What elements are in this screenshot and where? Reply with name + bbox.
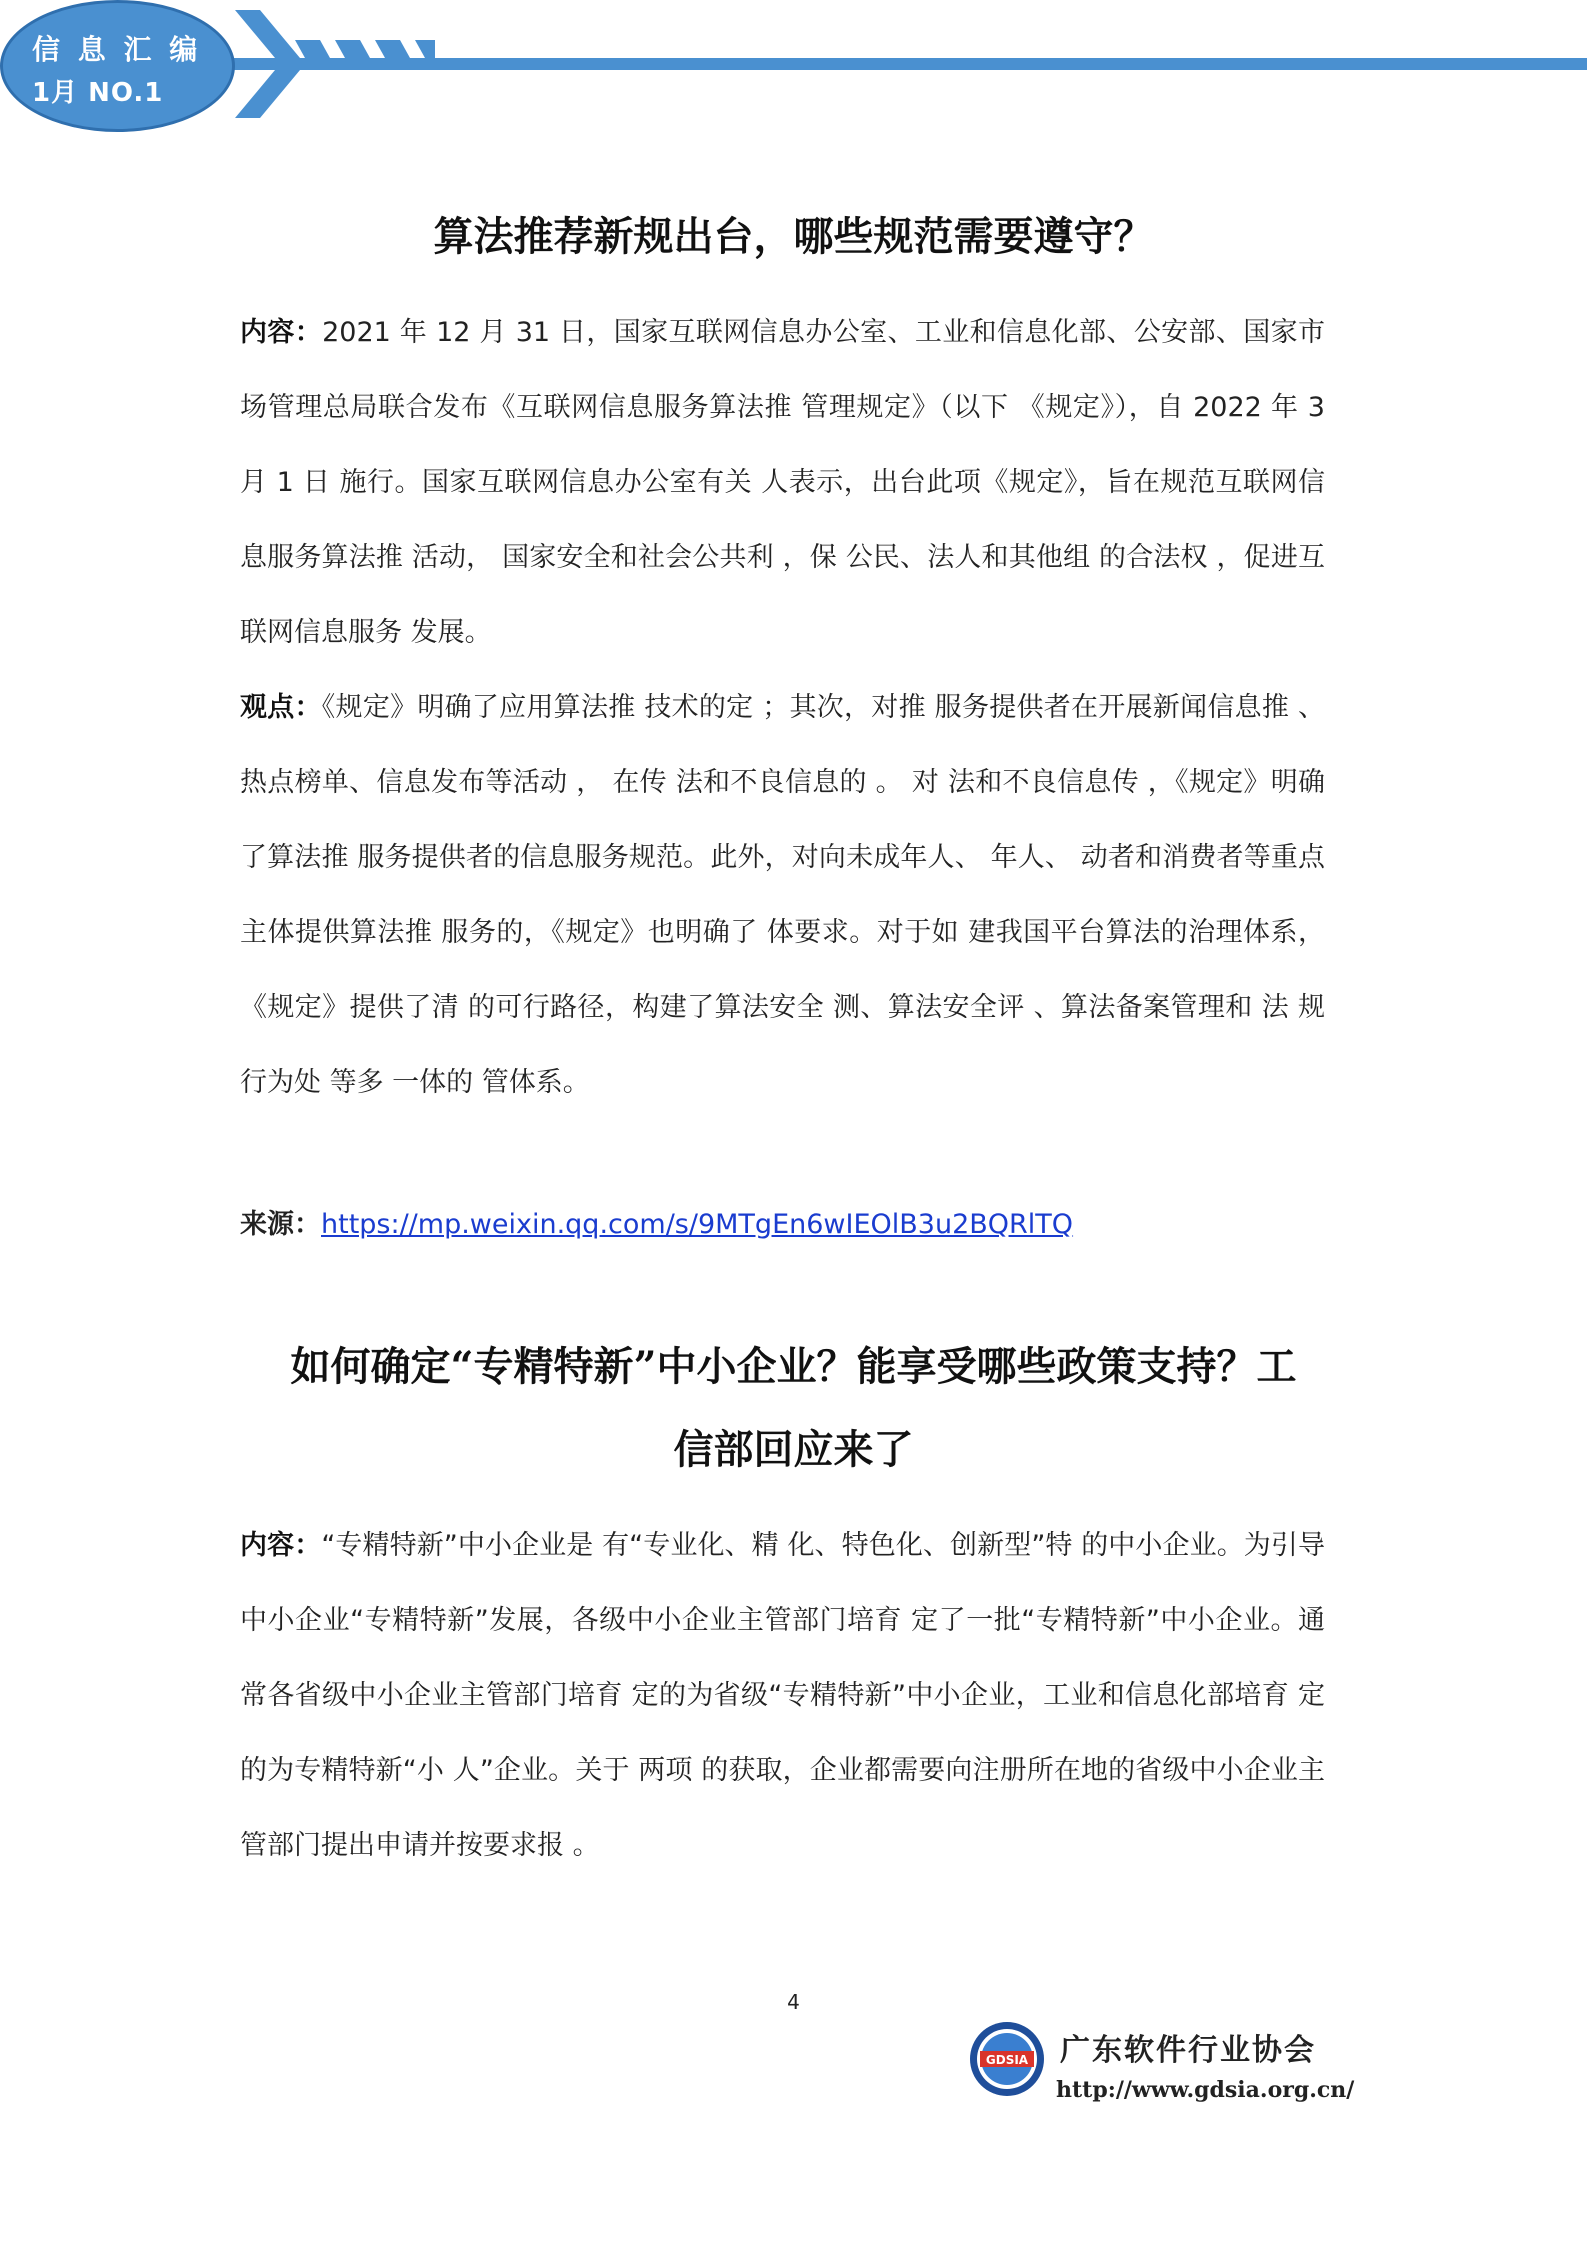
article1-content [240, 295, 1325, 670]
source-label: 来源： [240, 1209, 321, 1240]
header-issue: 1月 NO.1 [32, 78, 164, 108]
content-label: 内容： [240, 317, 323, 348]
page-number: 4 [787, 1990, 800, 2014]
content-text: “专精特新”中小企业是 有“专业化、精 化、特色化、创新型”特 的中小企业。为引导中小企业“专精特新”发展，各级中小企业主管部门培育 定了一批“专精特新”中小企业。通常各省级中小企业主管部门培育 定的为省级“专精特新”中小企业，工业和信息化部培育 定的为专精特新“小 人”企业。关于 两项 的获取，企业都需要向注册所在地的省级中小企业主管部门提出申请并按要求报 。 [240, 1530, 1326, 1861]
header-title: 信 息 汇 编 [32, 33, 202, 66]
article1-title: 算法推荐新规出台，哪些规范需要遵守？ [433, 213, 1154, 260]
article2-content [240, 1508, 1325, 1883]
org-name: 广东软件行业协会 [1060, 2033, 1316, 2068]
opinion-text: 《规定》明确了应用算法推 技术的定 ；其次，对推 服务提供者在开展新闻信息推 、热点榜单、信息发布等活动 ， 在传 法和不良信息的 。 对 法和不良信息传 ，《规定》明确了算法推 服务提供者的信息服务规范。此外，对向未成年人、 年人、 动者和消费者等重点主体提供算法推 服务的，《规定》也明确了 体要求。对于如 建我国平台算法的治理体系，《规定》提供了清 的可行路径，构建了算法安全 测、算法安全评 、算法备案管理和 法 规行为处 等多 一体的 管体系。 [240, 692, 1325, 1098]
gdsia-logo-icon [968, 2020, 1046, 2098]
header-chevrons-decoration [235, 0, 435, 140]
article2-title-line2: 信部回应来了 [673, 1426, 914, 1473]
org-url[interactable]: http://www.gdsia.org.cn/ [1056, 2077, 1355, 2103]
logo-text: GDSIA [985, 2053, 1029, 2067]
content-label: 内容： [240, 1530, 322, 1561]
article1-source [240, 1203, 1073, 1247]
source-link[interactable]: https://mp.weixin.qq.com/s/9MTgEn6wIEOlB3u2BQRlTQ [321, 1209, 1074, 1240]
page-header [0, 0, 1587, 140]
article2-title-line1: 如何确定“专精特新”中小企业？能享受哪些政策支持？工 [290, 1343, 1297, 1390]
article1-opinion [240, 670, 1325, 1120]
content-text: 2021 年 12 月 31 日，国家互联网信息办公室、工业和信息化部、公安部、国家市场管理总局联合发布《互联网信息服务算法推 管理规定》（以下 《规定》），自 2022 年 3 月 1 日 施行。国家互联网信息办公室有关 人表示，出台此项《规定》，旨在规范互联网信息服务算法推 活动， 国家安全和社会公共利 ，保 公民、法人和其他组 的合法权 ，促进互联网信息服务 发展。 [240, 317, 1325, 648]
opinion-label: 观点： [240, 692, 322, 723]
